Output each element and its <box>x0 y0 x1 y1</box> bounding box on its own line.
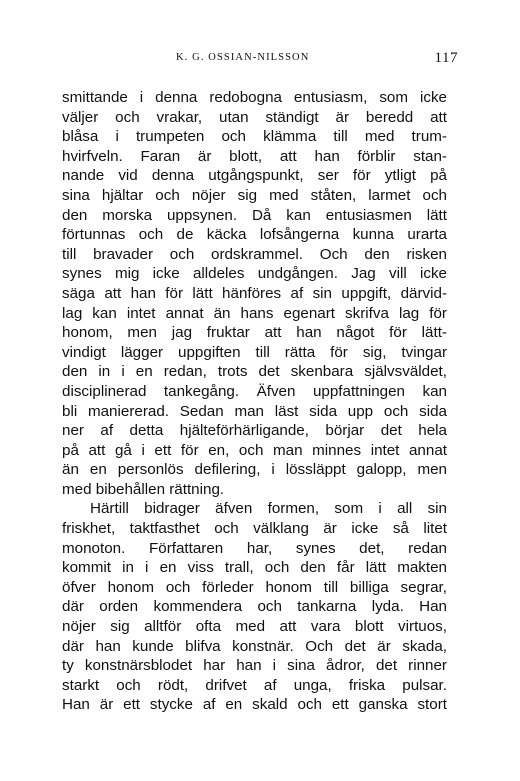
text-line: bli maniererad. Sedan man läst sida upp och sida <box>62 402 447 420</box>
text-line: där orden kommendera och tankarna lyda. Han <box>62 598 447 616</box>
text-line: blåsa i trumpeten och klämma till med trum- <box>62 128 447 146</box>
text-line: honom, men jag fruktar att han något för lätt- <box>62 324 447 342</box>
text-line: nande vid denna utgångspunkt, ser för ytligt på <box>62 167 447 185</box>
text-line: nöjer sig alltför ofta med att vara blott virtuos, <box>62 618 447 636</box>
text-line: lag kan intet annat än hans egenart skrifva lag för <box>62 304 447 322</box>
text-line: smittande i denna redobogna entusiasm, som icke <box>62 89 447 106</box>
text-line: synes mig icke alldeles undgången. Jag vill icke <box>62 265 447 283</box>
text-line: där han kunde blifva konstnär. Och det är skada, <box>62 637 447 655</box>
text-line: öfver honom och förleder honom till billiga segrar, <box>62 578 447 596</box>
text-line: starkt och rödt, drifvet af unga, friska pulsar. <box>62 676 447 694</box>
text-line: Härtill bidrager äfven formen, som i all sin <box>90 500 447 518</box>
text-line: kommit in i en viss trall, och den får lätt makten <box>62 559 447 577</box>
page-number: 117 <box>434 50 458 66</box>
text-line: den in i en redan, trots det skenbara självsväldet, <box>62 363 447 381</box>
text-line: den morska uppsynen. Då kan entusiasmen lätt <box>62 206 447 224</box>
text-line: friskhet, taktfasthet och välklang är icke så litet <box>62 520 447 538</box>
body-text <box>62 88 447 715</box>
text-line: ty konstnärsblodet har han i sina ådror, det rinner <box>62 657 447 675</box>
text-line: säga att han för lätt hänföres af sin uppgift, därvid- <box>62 284 447 302</box>
text-line: till bravader och ordskrammel. Och den risken <box>62 245 447 263</box>
text-line: sina hjältar och nöjer sig med ståten, larmet och <box>62 186 447 204</box>
text-line: ner af detta hjälteförhärligande, börjar det hela <box>62 422 447 440</box>
text-line: monoton. Författaren har, synes det, redan <box>62 539 447 557</box>
text-line: än en personlös defilering, i lössläppt galopp, men <box>62 461 447 479</box>
text-line: förtunnas och de käcka lofsångerna kunna urarta <box>62 226 447 244</box>
running-head <box>60 50 460 68</box>
text-line: disciplinerad tankegång. Äfven uppfattningen kan <box>62 382 447 400</box>
text-line: hvirfveln. Faran är blott, att han förblir stan- <box>62 147 447 165</box>
text-line: vindigt lägger uppgiften till rätta för sig, tvingar <box>62 343 447 361</box>
text-line: Han är ett stycke af en skald och ett ganska stort <box>62 696 447 714</box>
running-title: K. G. OSSIAN-NILSSON <box>176 52 310 63</box>
text-line: väljer och vrakar, utan ständigt är beredd att <box>62 108 447 126</box>
text-line: på att gå i ett för en, och man minnes intet annat <box>62 441 447 459</box>
text-line: med bibehållen rättning. <box>62 480 225 498</box>
